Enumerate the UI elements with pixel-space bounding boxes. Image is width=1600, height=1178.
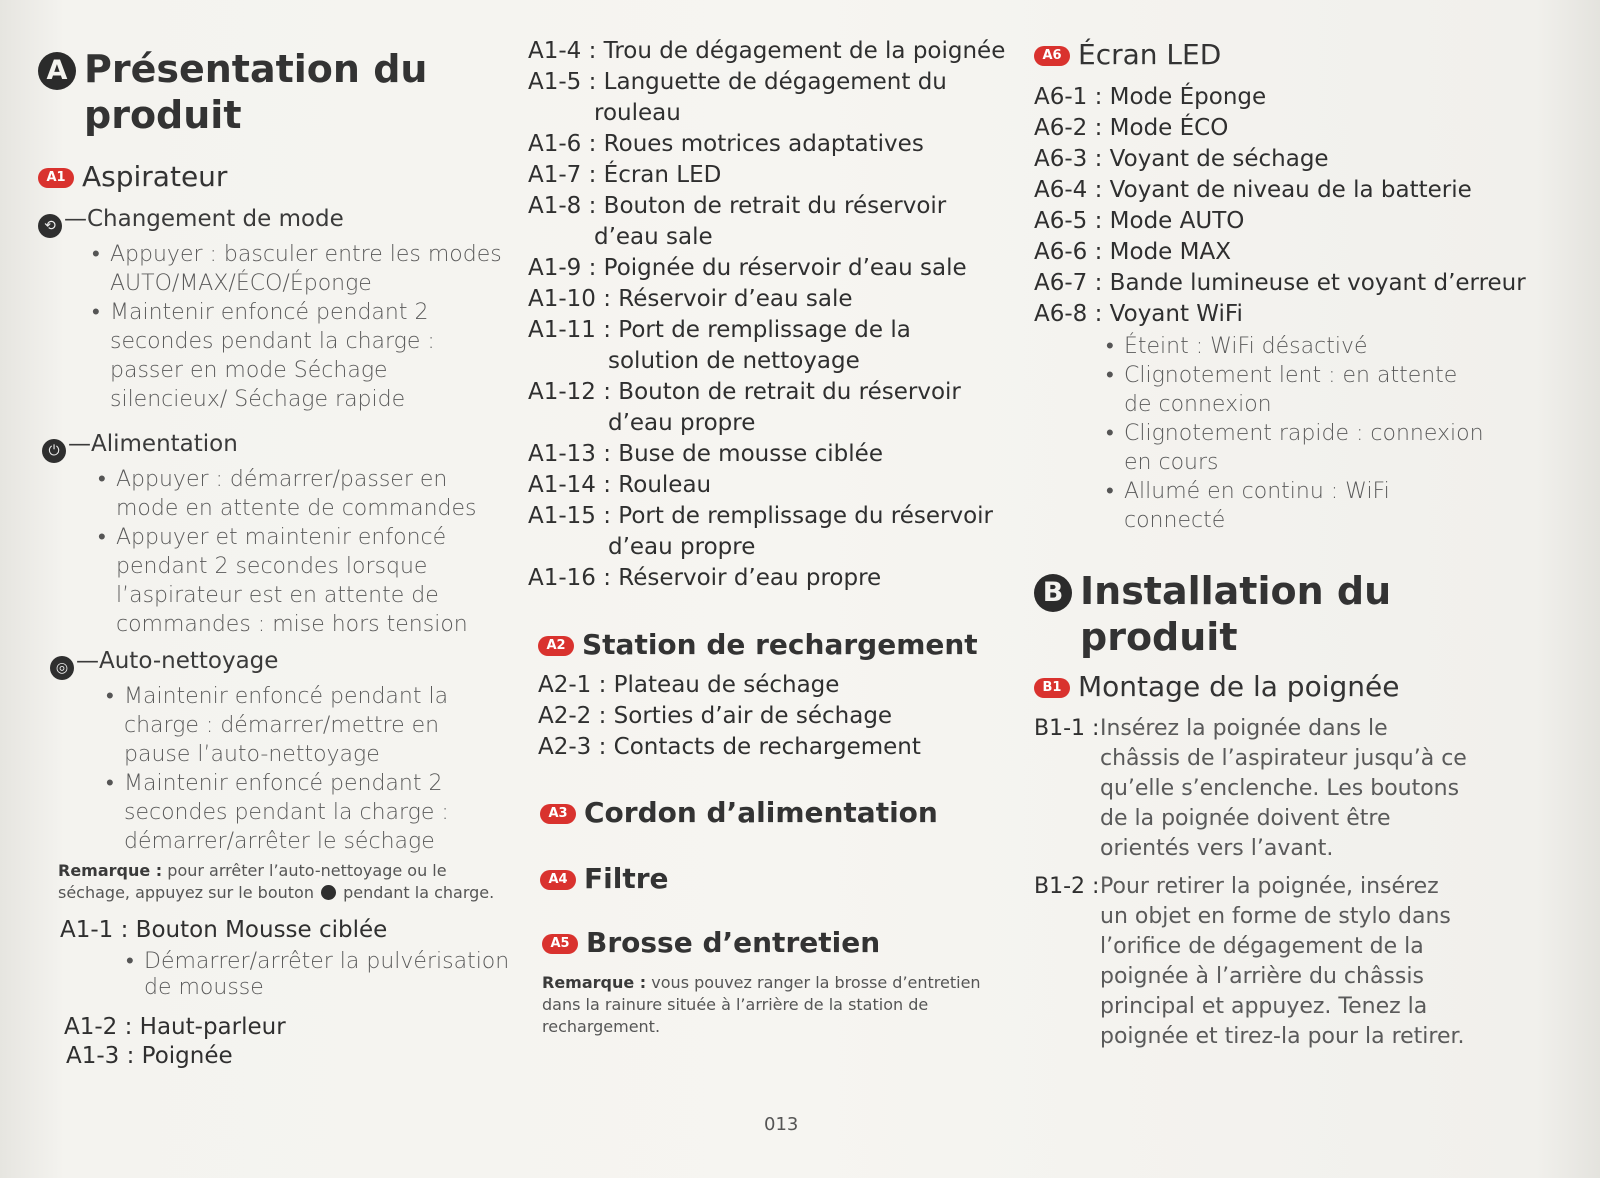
b1-1-code: B1-1 : bbox=[1034, 716, 1100, 741]
list-item: A1-6 : Roues motrices adaptatives bbox=[528, 131, 924, 157]
note-label: Remarque : bbox=[58, 861, 163, 880]
a2-title: Station de rechargement bbox=[582, 628, 978, 661]
b1-heading bbox=[1034, 670, 1534, 704]
selfclean-heading: ◎ —Auto-nettoyage bbox=[50, 646, 512, 680]
list-item: A1-12 : Bouton de retrait du réservoir d’eau propre bbox=[528, 379, 961, 436]
a1-heading bbox=[38, 160, 508, 194]
section-a-letter-icon: A bbox=[38, 52, 76, 90]
item-a1-3: A1-3 : Poignée bbox=[66, 1043, 233, 1069]
list-item: A1-11 : Port de remplissage de la solution de nettoyage bbox=[528, 317, 911, 374]
a1-parts-list bbox=[528, 36, 1008, 594]
mode-heading: ⟲ —Changement de mode bbox=[38, 204, 508, 238]
wifi-bullets bbox=[1104, 332, 1484, 535]
b1-1-step bbox=[1034, 714, 1534, 864]
b1-2-step bbox=[1034, 872, 1534, 1052]
list-item: A1-7 : Écran LED bbox=[528, 162, 722, 188]
a4-title: Filtre bbox=[584, 862, 669, 895]
note-text-end: pendant la charge. bbox=[343, 883, 495, 902]
section-a-title-line2: produit bbox=[84, 93, 242, 137]
list-item: A1-16 : Réservoir d’eau propre bbox=[528, 565, 882, 591]
list-item: • Appuyer : démarrer/passer en mode en attente de commandes bbox=[96, 465, 512, 523]
item-a1-2: A1-2 : Haut-parleur bbox=[64, 1014, 286, 1040]
list-item: A6-7 : Bande lumineuse et voyant d’erreur bbox=[1034, 270, 1526, 296]
a3-heading bbox=[540, 796, 1020, 830]
list-item: • Démarrer/arrêter la pulvérisation de mousse bbox=[124, 949, 510, 1001]
a1-1-bullets bbox=[124, 949, 510, 1001]
a5-title: Brosse d’entretien bbox=[586, 926, 881, 959]
self-clean-icon: ◎ bbox=[50, 656, 74, 680]
a5-heading bbox=[542, 926, 1012, 960]
section-b-title bbox=[1034, 568, 1554, 660]
a1-title: Aspirateur bbox=[82, 160, 228, 193]
b1-title: Montage de la poignée bbox=[1078, 670, 1400, 703]
list-item: A1-9 : Poignée du réservoir d’eau sale bbox=[528, 255, 967, 281]
list-item: A6-5 : Mode AUTO bbox=[1034, 208, 1245, 234]
list-item: • Maintenir enfoncé pendant 2 secondes pendant la charge : démarrer/arrêter le séchage bbox=[104, 769, 512, 856]
list-item: A1-4 : Trou de dégagement de la poignée bbox=[528, 38, 1006, 64]
list-item: A1-15 : Port de remplissage du réservoir d’eau propre bbox=[528, 503, 993, 560]
list-item: • Appuyer : basculer entre les modes AUTO/MAX/ÉCO/Éponge bbox=[90, 240, 508, 298]
list-item: A2-3 : Contacts de rechargement bbox=[538, 734, 921, 760]
note-text: pour arrêter l’auto-nettoyage ou le séchage, appuyez sur le bouton bbox=[58, 861, 447, 902]
b1-badge: B1 bbox=[1034, 678, 1070, 698]
power-bullets bbox=[96, 465, 512, 639]
a4-heading bbox=[540, 862, 1020, 896]
list-item: • Clignotement lent : en attente de connexion bbox=[1104, 361, 1484, 419]
list-item: • Clignotement rapide : connexion en cours bbox=[1104, 419, 1484, 477]
a1-badge: A1 bbox=[38, 168, 74, 188]
mode-switch-icon: ⟲ bbox=[38, 214, 62, 238]
list-item: A2-2 : Sorties d’air de séchage bbox=[538, 703, 893, 729]
list-item: A6-3 : Voyant de séchage bbox=[1034, 146, 1329, 172]
self-clean-button-icon bbox=[321, 885, 336, 900]
section-a-title bbox=[38, 46, 508, 138]
a6-list bbox=[1034, 82, 1554, 330]
b1-2-code: B1-2 : bbox=[1034, 874, 1100, 899]
list-item: • Maintenir enfoncé pendant la charge : démarrer/mettre en pause l’auto-nettoyage bbox=[104, 682, 512, 769]
list-item: • Allumé en continu : WiFi connecté bbox=[1104, 477, 1484, 535]
note-label: Remarque : bbox=[542, 973, 647, 992]
section-b-title-line2: produit bbox=[1080, 615, 1238, 659]
a2-heading bbox=[538, 628, 1018, 662]
b1-2-text: Pour retirer la poignée, insérez un objet en forme de stylo dans l’orifice de dégagement de la poignée à l’arrière du châssis principal et appuyez. Tenez la poignée et tirez-la pour la retirer. bbox=[1100, 874, 1465, 1049]
list-item: A1-14 : Rouleau bbox=[528, 472, 712, 498]
a2-badge: A2 bbox=[538, 636, 574, 656]
list-item: A1-8 : Bouton de retrait du réservoir d’eau sale bbox=[528, 193, 947, 250]
list-item: A6-4 : Voyant de niveau de la batterie bbox=[1034, 177, 1472, 203]
list-item: • Maintenir enfoncé pendant 2 secondes pendant la charge : passer en mode Séchage silencieux/ Séchage rapide bbox=[90, 298, 508, 414]
a3-title: Cordon d’alimentation bbox=[584, 796, 938, 829]
list-item: A1-13 : Buse de mousse ciblée bbox=[528, 441, 883, 467]
section-b-title-line1: Installation du bbox=[1080, 569, 1392, 613]
list-item: • Éteint : WiFi désactivé bbox=[1104, 332, 1484, 361]
list-item: A1-5 : Languette de dégagement du rouleau bbox=[528, 69, 947, 126]
power-heading: ⏻ —Alimentation bbox=[42, 429, 512, 463]
a1-note bbox=[58, 860, 498, 904]
list-item: A6-8 : Voyant WiFi bbox=[1034, 301, 1243, 327]
item-a1-1: A1-1 : Bouton Mousse ciblée bbox=[60, 917, 388, 943]
a6-heading bbox=[1034, 38, 1554, 72]
a5-badge: A5 bbox=[542, 934, 578, 954]
b1-1-text: Insérez la poignée dans le châssis de l’aspirateur jusqu’à ce qu’elle s’enclenche. Les boutons de la poignée doivent être orientés vers l’avant. bbox=[1100, 716, 1467, 861]
section-b-letter-icon: B bbox=[1034, 574, 1072, 612]
list-item: A6-1 : Mode Éponge bbox=[1034, 84, 1267, 110]
note-text: vous pouvez ranger la brosse d’entretien dans la rainure située à l’arrière de la station de rechargement. bbox=[542, 973, 981, 1036]
a3-badge: A3 bbox=[540, 804, 576, 824]
list-item: A2-1 : Plateau de séchage bbox=[538, 672, 840, 698]
selfclean-bullets bbox=[104, 682, 512, 856]
list-item: A1-10 : Réservoir d’eau sale bbox=[528, 286, 853, 312]
section-a-title-line1: Présentation du bbox=[84, 47, 428, 91]
power-icon: ⏻ bbox=[42, 439, 66, 463]
list-item: • Appuyer et maintenir enfoncé pendant 2 secondes lorsque l’aspirateur est en attente de commandes : mise hors tension bbox=[96, 523, 512, 639]
a5-note bbox=[542, 972, 982, 1038]
a4-badge: A4 bbox=[540, 870, 576, 890]
a6-title: Écran LED bbox=[1078, 38, 1222, 71]
a6-badge: A6 bbox=[1034, 46, 1070, 66]
mode-bullets bbox=[90, 240, 508, 414]
list-item: A6-6 : Mode MAX bbox=[1034, 239, 1231, 265]
list-item: A6-2 : Mode ÉCO bbox=[1034, 115, 1229, 141]
page-number: 013 bbox=[764, 1114, 799, 1135]
